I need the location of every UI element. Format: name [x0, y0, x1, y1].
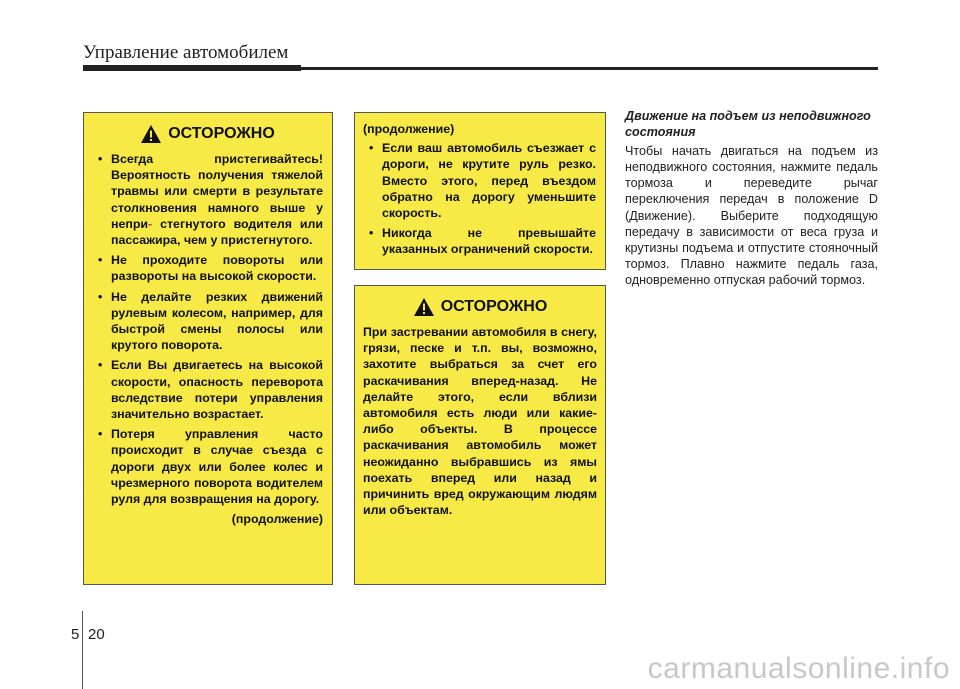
page-divider — [82, 611, 83, 689]
warning-list — [363, 140, 596, 257]
section-heading: Движение на подъем из неподвижного состояния — [625, 109, 871, 140]
warning-title-text: ОСТОРОЖНО — [168, 124, 275, 142]
page-number: 20 — [88, 626, 105, 643]
warning-triangle-icon — [140, 124, 162, 144]
warning-item: • Не проходите повороты или развороты на высокой скорости. — [92, 252, 323, 284]
warning-list — [92, 151, 323, 507]
header-title: Управление автомобилем — [83, 42, 289, 63]
warning-triangle-icon — [413, 297, 435, 317]
warning-title-text: ОСТОРОЖНО — [440, 297, 548, 315]
warning-box-2 — [354, 285, 606, 585]
warning-text: При застревании автомобиля в снегу, грязи, песке и т.п. вы, возможно, захотите выбраться за счет его раскачивания вперед-назад. Не делайте этого, если вблизи автомобиля есть люди или какие-либо объекты. В процессе раскачивания автомобиль может неожиданно выбравшись из ямы поехать вперед или назад и причинить вред окружающим людям или объектам. — [363, 325, 597, 518]
right-column — [625, 108, 878, 288]
warning-item: • Всегда пристегивайтесь! Вероятность получения тяжелой травмы или смерти в результате столкновения намного выше у непри- стегнутого водителя или пассажира, чем у пристегнутого. — [92, 151, 323, 248]
continued-label: (продолжение) — [231, 512, 323, 527]
warning-box-1 — [83, 112, 333, 585]
warning-item: • Если Вы двигаетесь на высокой скорости, опасность переворота вследствие потери управления значительно возрастает. — [92, 357, 323, 422]
warning-item: • Потеря управления часто происходит в случае съезда с дороги двух или более колес и чрезмерного поворота водителем руля для возвращения на дорогу. — [92, 426, 323, 507]
warning-item: • Не делайте резких движений рулевым колесом, например, для быстрой смены полосы или крутого поворота. — [92, 289, 323, 354]
continued-label: (продолжение) — [363, 122, 455, 136]
section-number: 5 — [71, 626, 80, 643]
warning-title — [363, 296, 597, 318]
header-rule — [83, 67, 878, 70]
warning-item: • Никогда не превышайте указанных ограничений скорости. — [363, 225, 596, 257]
continued-box — [354, 112, 606, 270]
warning-item: • Если ваш автомобиль съезжает с дороги, не крутите руль резко. Вместо этого, перед въездом обратно на дорогу уменьшите скорость. — [363, 140, 596, 221]
watermark: carmanualsonline.info — [647, 652, 950, 685]
section-body: Чтобы начать двигаться на подъем из неподвижного состояния, нажмите педаль тормоза и переведите рычаг переключения передач в положение D (Движение). Выберите подходящую передачу в зависимости от веса груза и крутизны подъема и отпустите стояночный тормоз. Плавно нажмите педаль газа, одновременно отпуская рабочий тормоз. — [625, 144, 878, 287]
warning-title — [92, 123, 323, 145]
